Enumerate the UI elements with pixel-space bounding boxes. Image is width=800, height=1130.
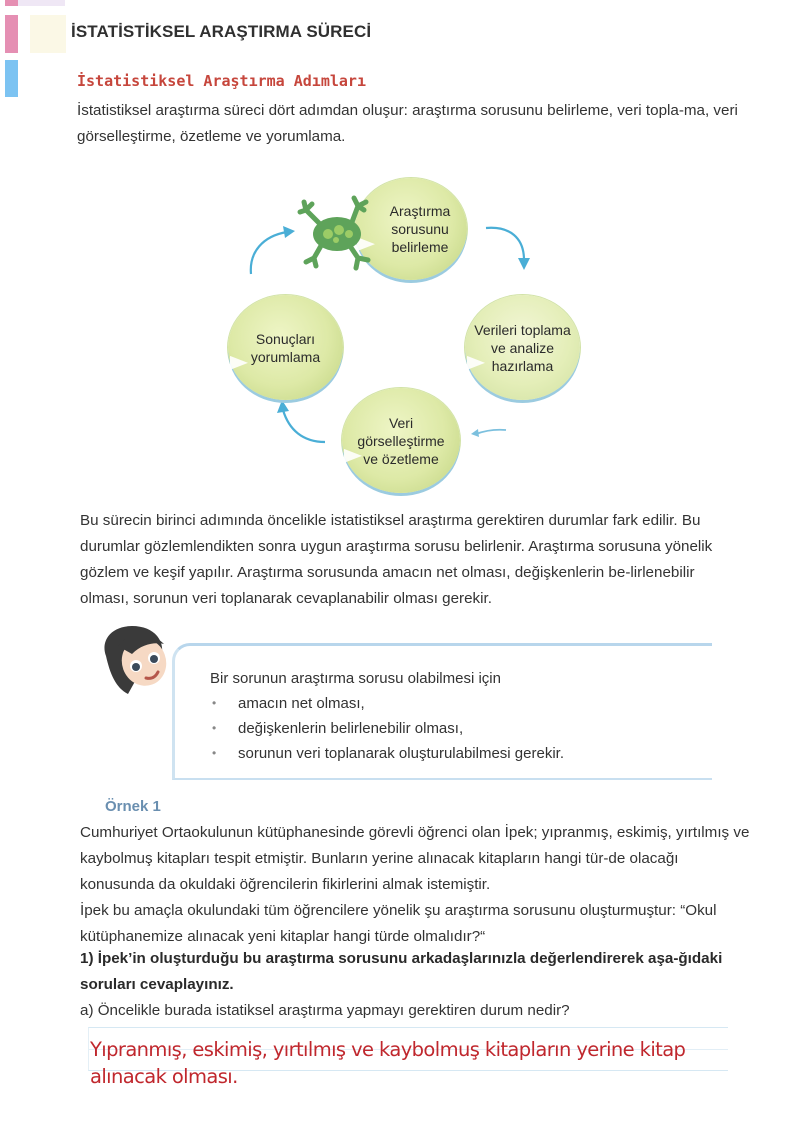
example-paragraph [80,820,750,950]
arrow-down-right-icon [482,222,537,272]
callout-intro: Bir sorunun araştırma sorusu olabilmesi için [210,670,501,687]
section-title: İstatistiksel Araştırma Adımları [77,72,366,90]
frog-icon [292,192,382,272]
callout-list [210,691,564,766]
title-highlight [30,15,66,53]
research-cycle-diagram [220,170,600,500]
handwritten-answer: Yıpranmış, eskimiş, yırtılmış ve kaybolmuş kitapların yerine kitap alınacak olması. [90,1038,686,1088]
step-label: Veri görselleştirme ve özetleme [357,414,445,467]
margin-tab-top [5,0,65,6]
process-description: Bu sürecin birinci adımında öncelikle istatistiksel araştırma gerektiren durumlar fark edilir. Bu durumlar gözlemlendikten sonra uygun araştırma sorusu belirlenir. Araştırma sorusuna yönelik gözlem ve keşif yapılır. Araştırma sorusunda amacın net olması, değişkenlerin be-lirlenebilir olması, sorunun veri toplanarak cevaplanabilir olması gerekir. [80,512,713,607]
step-data-visualization [342,388,460,493]
callout-item: • amacın net olması, [210,691,564,716]
example-question: 1) İpek’in oluşturduğu bu araştırma sorusunu arkadaşlarınızla değerlendirerek aşa-ğıdaki soruları cevaplayınız. [80,950,723,993]
example-text-2: İpek bu amaçla okulundaki tüm öğrencilere yönelik şu araştırma sorusunu oluşturmuştur: “Okul kütüphanemize alınacak yeni kitaplar hangi türde olmalıdır?“ [80,902,717,945]
example-title: Örnek 1 [105,798,161,815]
margin-tab-blue [5,60,18,97]
callout-item: • sorunun veri toplanarak oluşturulabilmesi gerekir. [210,741,564,766]
page-title: İSTATİSTİKSEL ARAŞTIRMA SÜRECİ [71,22,372,41]
girl-character-icon [98,622,178,700]
arrow-up-left-icon [275,398,330,448]
callout-item: • değişkenlerin belirlenebilir olması, [210,716,564,741]
step-label: Araştırma sorusunu belirleme [389,203,451,255]
margin-tab-pink [5,15,18,53]
intro-paragraph: İstatistiksel araştırma süreci dört adımdan oluşur: araştırma sorusunu belirleme, veri topla-ma, veri görselleştirme, özetleme ve yorumlama. [77,102,738,145]
arrow-left-icon [470,422,510,442]
example-text: Cumhuriyet Ortaokulunun kütüphanesinde görevli öğrenci olan İpek; yıpranmış, eskimiş, yırtılmış ve kaybolmuş kitapları tespit etmiştir. Bunların yerine alınacak kitapların hangi tür-de olacağı konusunda da okuldaki öğrencilerin fikirlerini almak istemiştir. [80,824,750,893]
step-label: Sonuçları yorumlama [250,330,321,365]
sub-question-a: a) Öncelikle burada istatiksel araştırma yapmayı gerektiren durum nedir? [80,1002,570,1019]
step-interpret-results [228,295,343,400]
info-callout [172,643,712,780]
step-data-collection [465,295,580,400]
step-label: Verileri toplama ve analize hazırlama [474,321,571,374]
